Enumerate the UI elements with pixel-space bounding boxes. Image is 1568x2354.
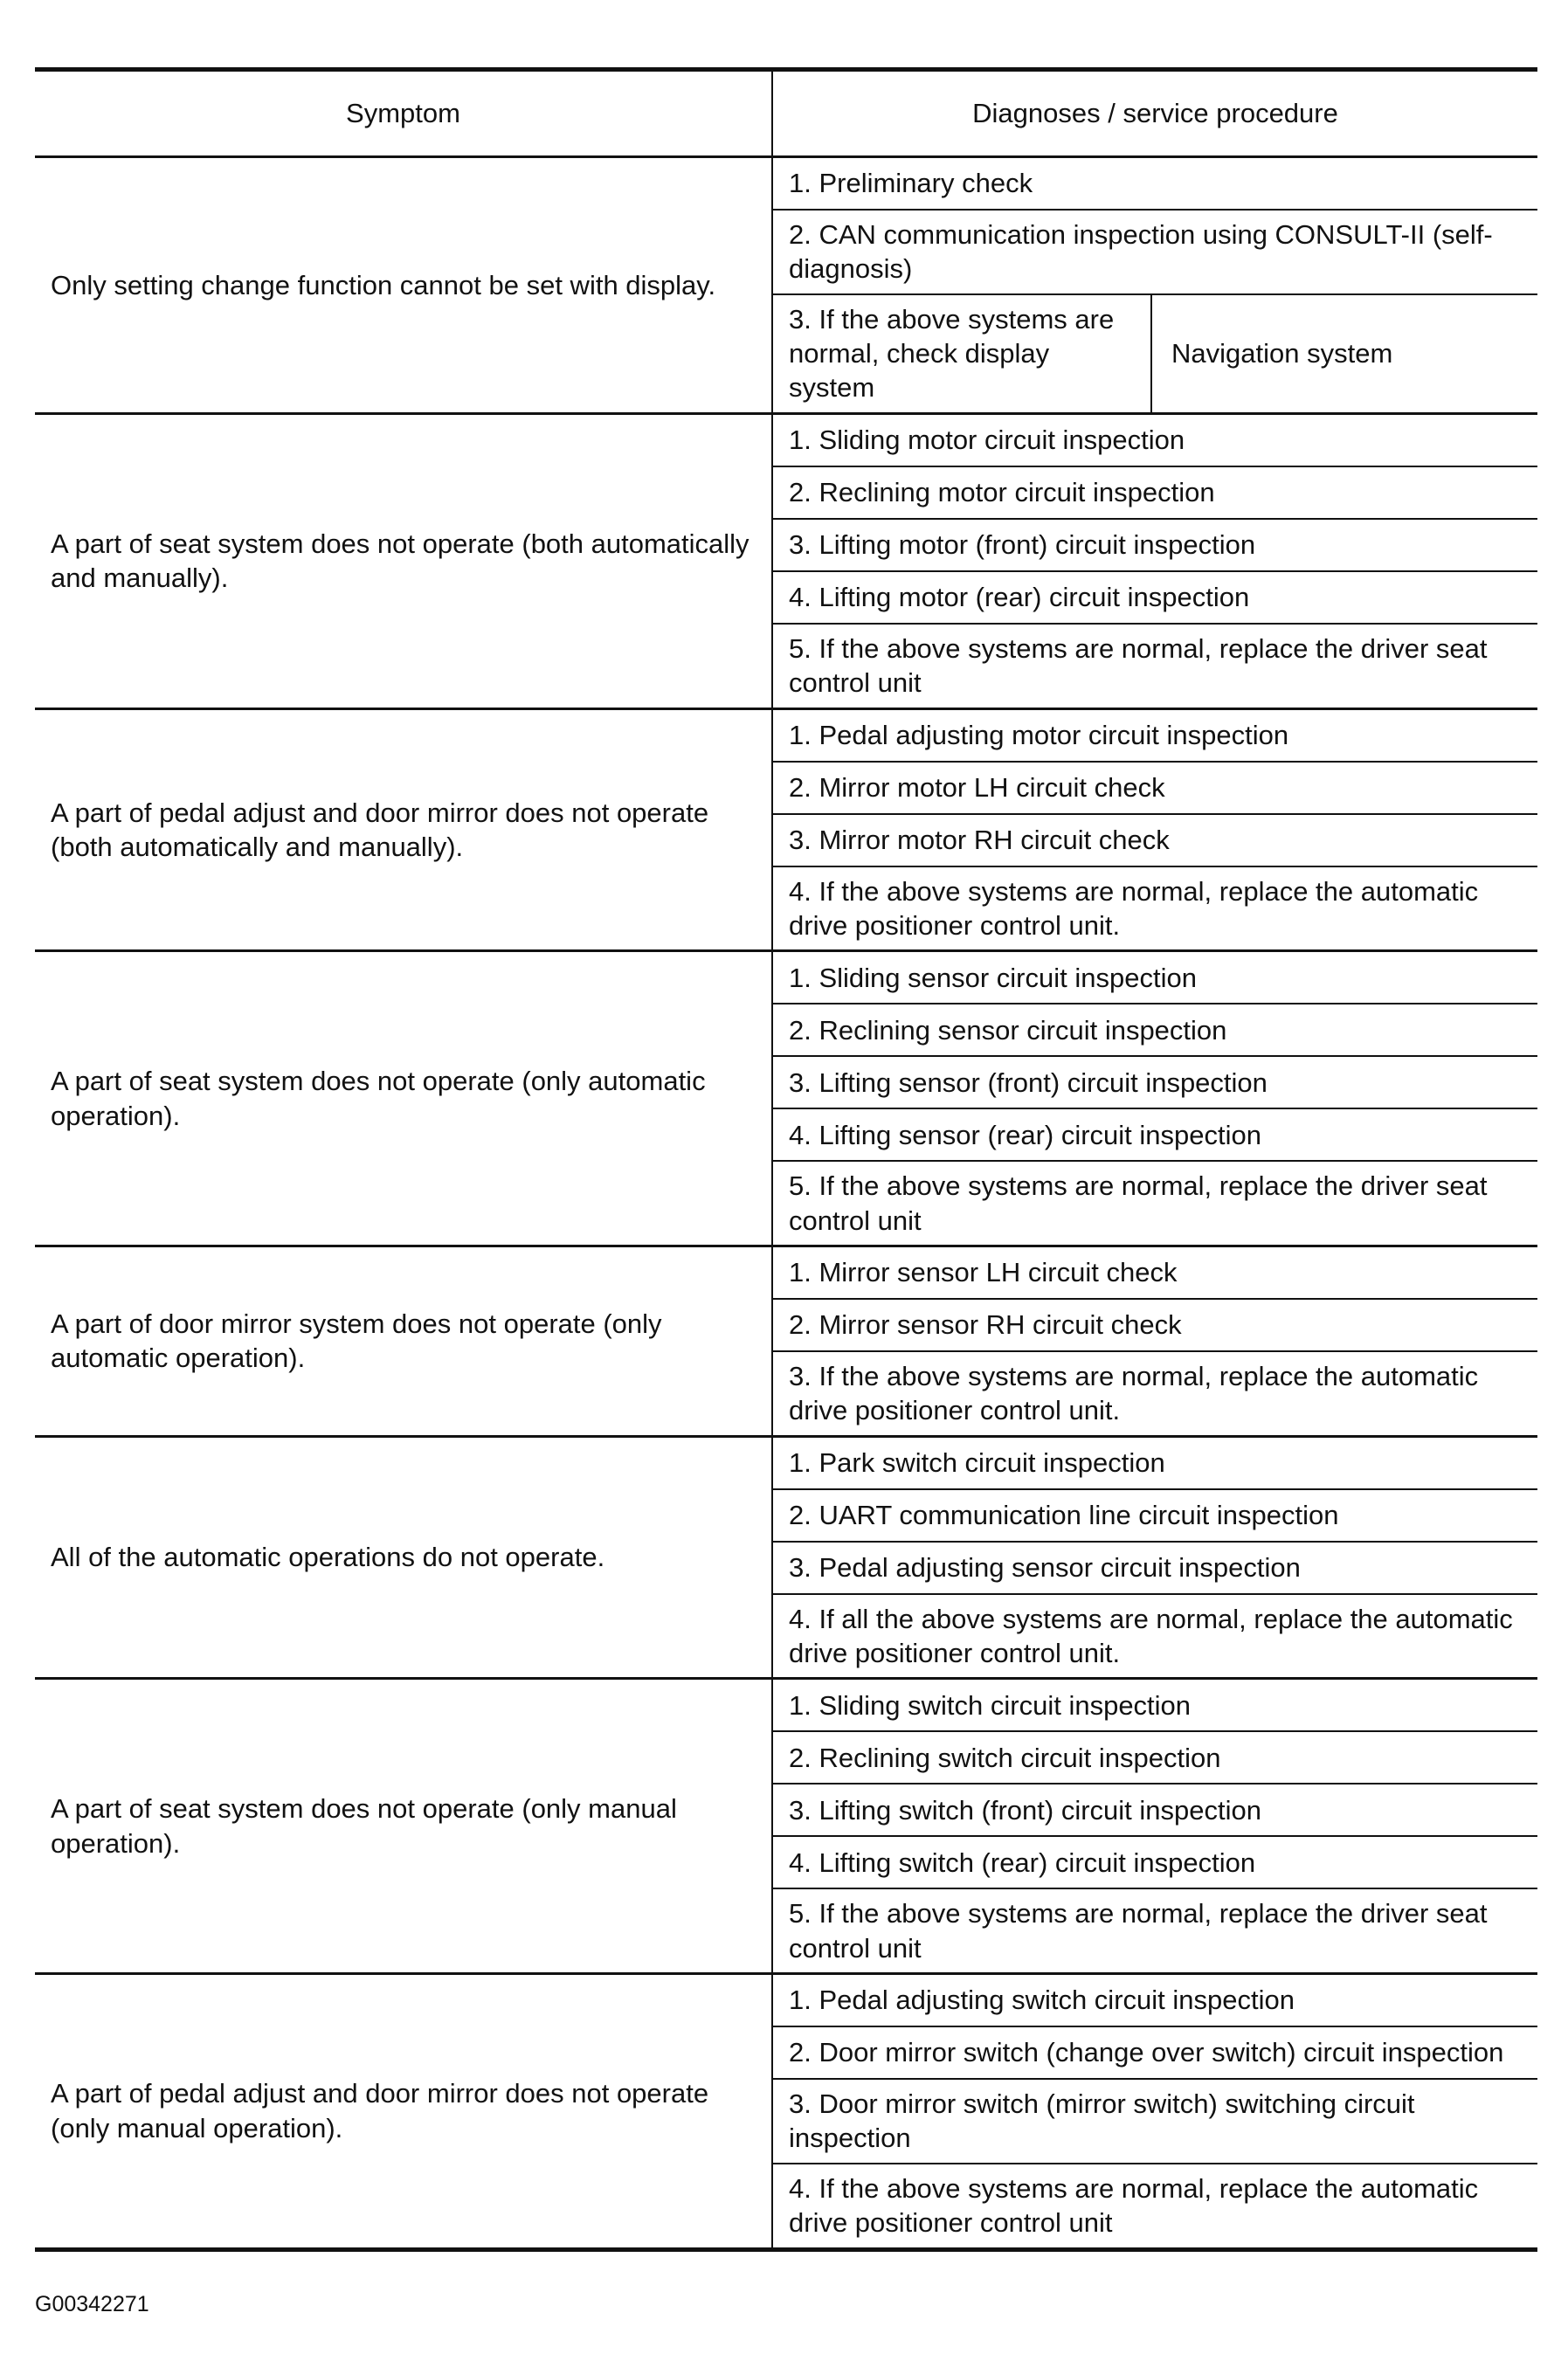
procedure-step: 3. Door mirror switch (mirror switch) switching circuit inspection [772, 2079, 1537, 2164]
symptom-cell: A part of door mirror system does not operate (only automatic operation). [35, 1246, 772, 1436]
procedure-step: 5. If the above systems are normal, replace the driver seat control unit [772, 1888, 1537, 1973]
symptom-column-header: Symptom [35, 70, 772, 157]
procedure-step: 2. Reclining motor circuit inspection [772, 466, 1537, 519]
procedure-step: 2. Mirror sensor RH circuit check [772, 1299, 1537, 1351]
procedure-step: 3. Lifting switch (front) circuit inspection [772, 1784, 1537, 1836]
table-row [35, 413, 1537, 466]
procedure-step: 1. Sliding switch circuit inspection [772, 1679, 1537, 1732]
table-row [35, 157, 1537, 211]
procedure-step: 1. Mirror sensor LH circuit check [772, 1246, 1537, 1299]
procedure-step: 2. Door mirror switch (change over switch) circuit inspection [772, 2026, 1537, 2079]
procedure-step: 2. Reclining sensor circuit inspection [772, 1004, 1537, 1056]
procedure-step: 5. If the above systems are normal, replace the driver seat control unit [772, 1161, 1537, 1246]
procedure-step: 4. Lifting sensor (rear) circuit inspection [772, 1108, 1537, 1161]
procedure-step: 3. Pedal adjusting sensor circuit inspection [772, 1542, 1537, 1594]
symptom-diagnosis-table [35, 67, 1537, 2252]
procedure-step: 3. If the above systems are normal, check display system [773, 295, 1152, 412]
procedure-step: 1. Sliding motor circuit inspection [772, 413, 1537, 466]
procedure-step: 4. If the above systems are normal, replace the automatic drive positioner control unit. [772, 866, 1537, 951]
table-row [35, 1436, 1537, 1489]
procedure-step: 3. If the above systems are normal, replace the automatic drive positioner control unit. [772, 1351, 1537, 1436]
table-row [35, 951, 1537, 1004]
table-row [35, 708, 1537, 762]
diagnoses-column-header: Diagnoses / service procedure [772, 70, 1537, 157]
procedure-step-split [772, 294, 1537, 414]
procedure-step: 3. Lifting motor (front) circuit inspection [772, 519, 1537, 571]
procedure-step: 1. Pedal adjusting switch circuit inspection [772, 1974, 1537, 2027]
procedure-step: 4. If all the above systems are normal, replace the automatic drive positioner control unit. [772, 1594, 1537, 1679]
procedure-step: 4. Lifting motor (rear) circuit inspection [772, 571, 1537, 624]
symptom-cell: A part of seat system does not operate (only manual operation). [35, 1679, 772, 1974]
procedure-step: 1. Park switch circuit inspection [772, 1436, 1537, 1489]
table-row [35, 1974, 1537, 2027]
procedure-step: 1. Preliminary check [772, 157, 1537, 211]
procedure-step: 2. Mirror motor LH circuit check [772, 762, 1537, 814]
procedure-step: 3. Mirror motor RH circuit check [772, 814, 1537, 866]
procedure-step: 2. Reclining switch circuit inspection [772, 1731, 1537, 1784]
procedure-step: 4. Lifting switch (rear) circuit inspection [772, 1836, 1537, 1888]
symptom-cell: A part of seat system does not operate (both automatically and manually). [35, 413, 772, 708]
table-body [35, 157, 1537, 2250]
symptom-cell: A part of pedal adjust and door mirror does not operate (only manual operation). [35, 1974, 772, 2249]
procedure-step: 1. Sliding sensor circuit inspection [772, 951, 1537, 1004]
system-reference: Navigation system [1171, 338, 1393, 369]
symptom-cell: A part of seat system does not operate (only automatic operation). [35, 951, 772, 1246]
procedure-step: 1. Pedal adjusting motor circuit inspection [772, 708, 1537, 762]
symptom-cell: Only setting change function cannot be set with display. [35, 157, 772, 414]
diagnosis-table-sheet [35, 67, 1537, 2252]
procedure-step: 4. If the above systems are normal, replace the automatic drive positioner control unit [772, 2164, 1537, 2249]
procedure-step: 5. If the above systems are normal, replace the driver seat control unit [772, 624, 1537, 708]
symptom-cell: All of the automatic operations do not operate. [35, 1436, 772, 1679]
procedure-step: 3. Lifting sensor (front) circuit inspection [772, 1056, 1537, 1108]
figure-id-label: G00342271 [35, 2292, 149, 2316]
procedure-step: 2. UART communication line circuit inspection [772, 1489, 1537, 1542]
table-row [35, 1246, 1537, 1299]
procedure-step: 2. CAN communication inspection using CONSULT-II (self-diagnosis) [772, 210, 1537, 294]
symptom-cell: A part of pedal adjust and door mirror does not operate (both automatically and manually). [35, 708, 772, 951]
table-header-row [35, 70, 1537, 157]
table-row [35, 1679, 1537, 1732]
